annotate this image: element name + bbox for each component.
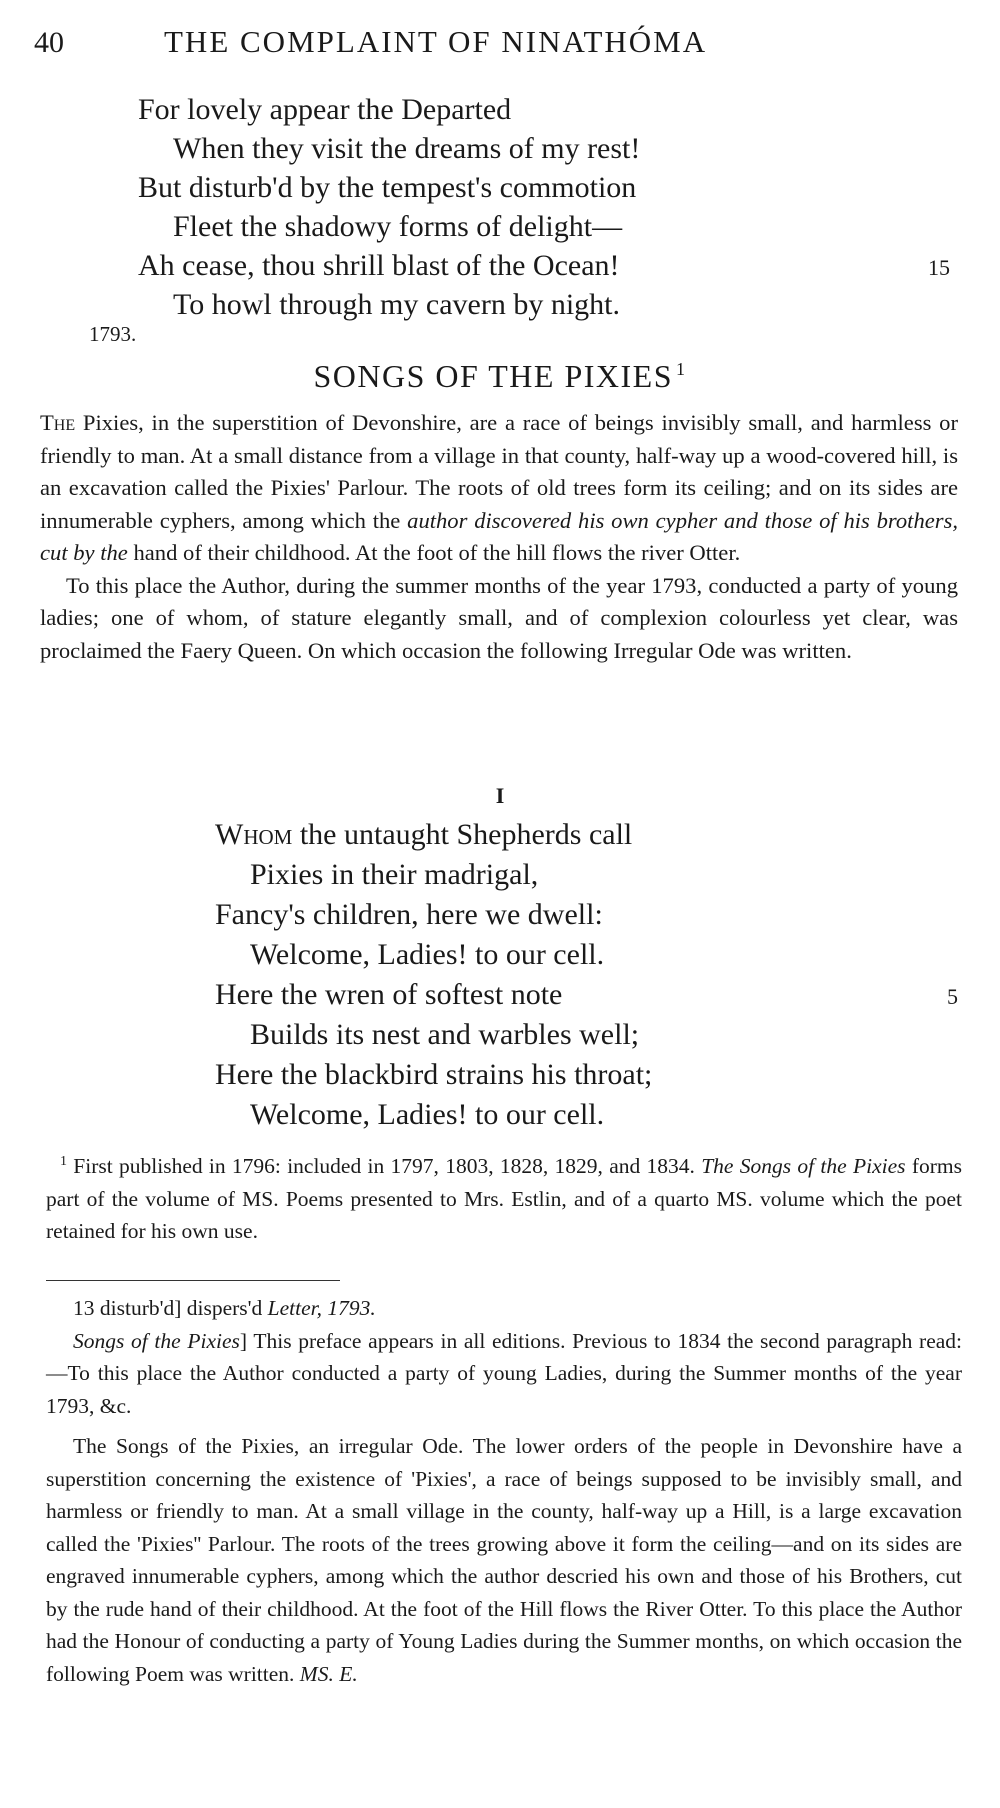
ode-stanza [215,815,975,1135]
section-title [0,358,1000,395]
preface-text: Pixies, in the superstition of Devonshire, are a race of beings invisibly small, and harmless or friendly to man. At a small distance from a village in that county, half-way up a wood-covered hill, is an excavation called the Pixies' Parlour. The roots of old trees form its ceiling; and on its sides are innumerable cyphers, among which the [40,410,958,533]
verse-text: When they visit the dreams of my rest! [173,132,641,165]
verse-line [138,246,958,285]
preface-paragraph: To this place the Author, during the summer months of the year 1793, conducted a party of young ladies; one of whom, of stature elegantly small, and of complexion colourless yet clear, was proclaimed the Faery Queen. On which occasion the following Irregular Ode was written. [40,572,958,663]
note-paragraph [46,1292,962,1325]
note-text: ] This preface appears in all editions. Previous to 1834 the second paragraph read:—To this place the Author conducted a party of young Ladies, during the Summer months of the year 1793, &c. [46,1328,963,1418]
footnote-marker: 1 [676,359,687,379]
verse-line [215,855,975,895]
preface-text: hand of their childhood. At the foot of the hill flows the river Otter. [127,540,741,565]
footnote-divider [46,1280,340,1281]
lead-word: The [40,410,76,435]
verse-line [215,1015,975,1055]
note-italic-text: MS. E. [299,1661,358,1686]
running-head [34,18,964,64]
verse-text: But disturb'd by the tempest's commotion [138,171,637,204]
page-number: 40 [34,26,64,59]
verse-line [215,1095,975,1135]
verse-text: Ah cease, thou shrill blast of the Ocean! [138,249,620,282]
verse-line [138,168,958,207]
verse-text: Here the blackbird strains his throat; [215,1058,653,1091]
footnote-text: First published in 1796: included in 1797, 1803, 1828, 1829, and 1834. [67,1154,702,1179]
verse-text: Fancy's children, here we dwell: [215,898,603,931]
verse-text: To howl through my cavern by night. [173,288,620,321]
note-paragraph [46,1325,962,1423]
note-italic-text: Letter, 1793. [267,1296,376,1320]
verse-text: Welcome, Ladies! to our cell. [250,938,605,971]
verse-initial: W [215,818,244,851]
note-italic-text: Songs of the Pixies [73,1328,240,1353]
verse-line [138,129,958,168]
verse-text: For lovely appear the Departed [138,93,512,126]
stanza-numeral: I [495,783,505,808]
textual-notes [46,1292,962,1690]
verse-line [138,90,958,129]
verse-text: Builds its nest and warbles well; [250,1018,640,1051]
note-text: The Songs of the Pixies, an irregular Ode. The lower orders of the people in Devonshire have a superstition concerning the existence of 'Pixies', a race of beings supposed to be invisibly small, and harmless or friendly to man. At a small village in the county, half-way up a Hill, is a large excavation called the 'Pixies'' Parlour. The roots of the trees growing above it form the ceiling—and on its sides are engraved innumerable cyphers, among which the author descried his own and those of his Brothers, cut by the rude hand of their childhood. At the foot of the Hill flows the River Otter. To this place the Author had the Honour of conducting a party of Young Ladies during the Summer months, on which occasion the following Poem was written. [46,1434,962,1686]
verse-text: the untaught Shepherds call [292,818,633,851]
footnote-marker: 1 [60,1154,67,1169]
verse-text: Pixies in their madrigal, [250,858,539,891]
footnote-italic-title: The Songs of the Pixies [701,1154,906,1179]
preface [40,407,958,667]
preface-paragraph [40,407,958,570]
verse-line [138,207,958,246]
verse-line [215,975,975,1015]
footnote-paragraph [46,1146,962,1248]
verse-text: Welcome, Ladies! to our cell. [250,1098,605,1131]
footnote [46,1146,962,1248]
line-number: 5 [947,984,958,1009]
verse-line [215,935,975,975]
running-title: THE COMPLAINT OF NINATHÓMA [164,24,708,59]
note-text: 13 disturb'd] dispers'd [73,1296,268,1320]
note-paragraph [46,1430,962,1690]
verse-text: Fleet the shadowy forms of delight— [173,210,623,243]
verse-line [215,895,975,935]
section-title-text: SONGS OF THE PIXIES [313,358,673,394]
poem-date: 1793. [89,322,137,346]
footnote-text: forms part of the volume of MS. Poems presented to Mrs. Estlin, and of a quarto MS. volume which the poet retained for his own use. [46,1154,962,1244]
verse-line [138,285,958,324]
line-number: 15 [928,255,950,280]
verse-smallcaps: hom [243,818,293,851]
preface-italic-text: author discovered his own cypher and those of his brothers, cut by the [40,507,959,565]
previous-poem-stanza [138,90,958,324]
verse-line [215,1055,975,1095]
verse-line [215,815,975,855]
verse-text: Here the wren of softest note [215,978,563,1011]
